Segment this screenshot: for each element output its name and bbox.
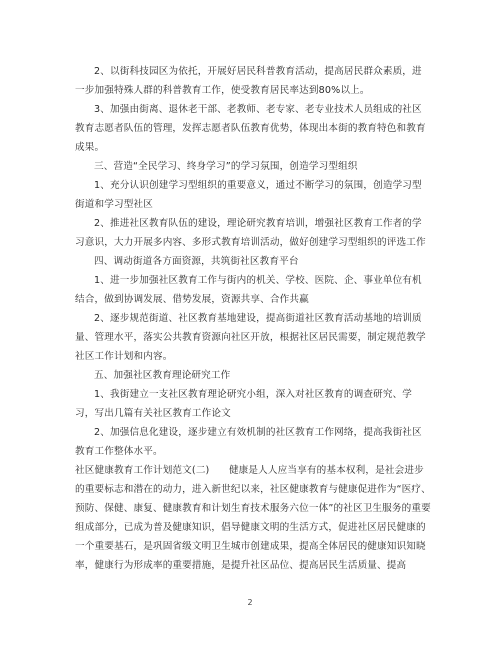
paragraph: 1、我街建立一支社区教育理论研究小组，深入对社区教育的调查研究、学习，写出几篇有关社区教育工作论文 xyxy=(75,389,413,419)
paragraph: 1、充分认识创建学习型组织的重要意义，通过不断学习的氛围，创造学习型街道和学习型社区 xyxy=(75,180,422,210)
paragraph: 2、以街科技园区为依托，开展好居民科普教育活动，提高居民群众素质，进一步加强特殊人群的科普教育工作，使受教育居民率达到80%以上。 xyxy=(75,66,422,96)
paragraph: 2、逐步规范街道、社区教育基地建设，提高街道社区教育活动基地的培训质量、管理水平，落实公共教育资源向社区开放，根据社区居民需要，制定规范教学社区工作计划和内容。 xyxy=(75,313,426,362)
page-number: 2 xyxy=(247,598,253,607)
paragraph: 社区健康教育工作计划范文(二) 健康是人人应当享有的基本权利，是社会进步的重要标志和潜在的动力，进入新世纪以来，社区健康教育与健康促进作为“医疗、预防、保健、康复、健康教育和计划生育技术服务六位一体”的社区卫生服务的重要组成部分，已成为普及健康知识，倡导健康文明的生活方式，促进社区居民健康的一个重要基石，是巩固省级文明卫生城市创建成果，提高全体居民的健康知识知晓率，健康行为形成率的重要措施，是提升社区品位、提高居民生活质量、提高 xyxy=(75,465,431,571)
paragraph: 2、推进社区教育队伍的建设，理论研究教育培训，增强社区教育工作者的学习意识，大力开展多内容、多形式教育培训活动，做好创建学习型组织的评选工作 xyxy=(75,218,426,248)
section-heading: 五、加强社区教育理论研究工作 xyxy=(94,370,231,381)
paragraph: 2、加强信息化建设，逐步建立有效机制的社区教育工作网络，提高我街社区教育工作整体水平。 xyxy=(75,427,422,457)
section-heading: 四、调动街道各方面资源，共筑街社区教育平台 xyxy=(94,256,299,267)
paragraph: 1、进一步加强社区教育工作与街内的机关、学校、医院、企、事业单位有机结合，做到协调发展、借势发展，资源共享、合作共赢 xyxy=(75,275,422,305)
section-heading: 三、营造“全民学习、终身学习”的学习氛围，创造学习型组织 xyxy=(94,161,358,172)
paragraph: 3、加强由街离、退休老干部、老教师、老专家、老专业技术人员组成的社区教育志愿者队伍的管理，发挥志愿者队伍教育优势，体现出本街的教育特色和教育成果。 xyxy=(75,104,426,153)
